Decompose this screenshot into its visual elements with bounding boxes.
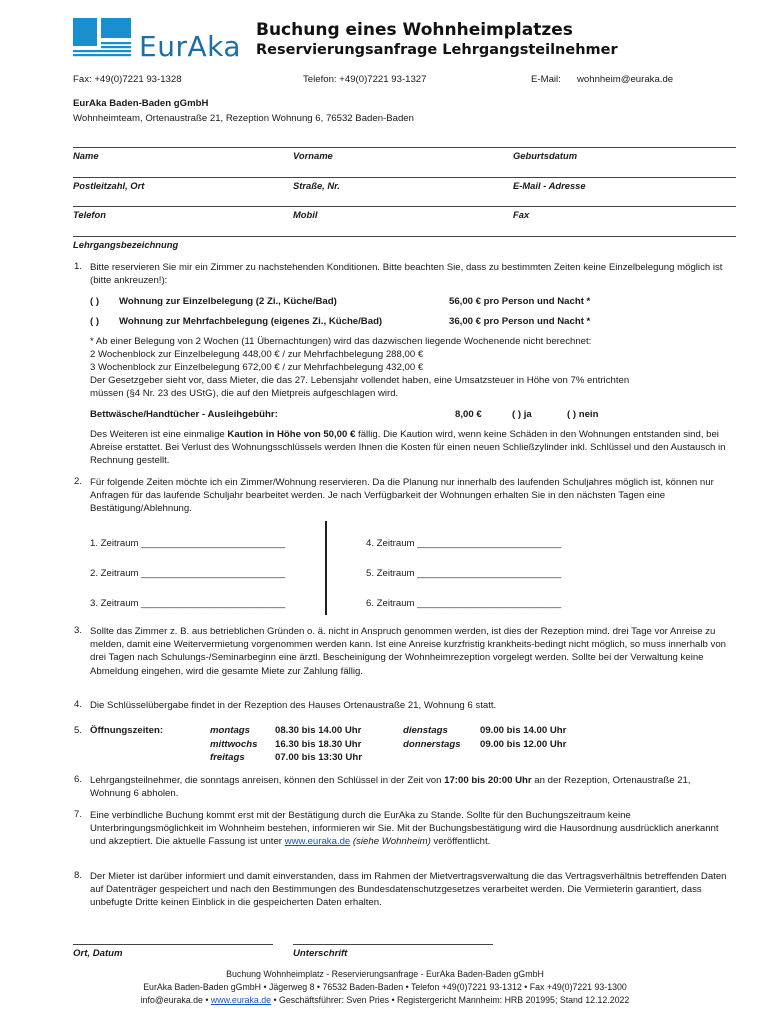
page-title: Buchung eines Wohnheimplatzes bbox=[256, 20, 573, 40]
euraka-website-link[interactable]: www.euraka.de bbox=[284, 836, 351, 848]
bettwaesche-price: 8,00 € bbox=[455, 409, 482, 420]
email-label: E-Mail: bbox=[531, 74, 561, 85]
email-address: wohnheim@euraka.de bbox=[577, 74, 674, 85]
section-6-number: 6. bbox=[74, 774, 83, 785]
section-2-number: 2. bbox=[74, 476, 83, 487]
field-email-label: E-Mail - Adresse bbox=[513, 180, 586, 191]
field-lehrgang-label: Lehrgangsbezeichnung bbox=[73, 239, 179, 250]
ort-datum-line[interactable] bbox=[73, 944, 273, 945]
section-2-text: Für folgende Zeiten möchte ich ein Zimmer/Wohnung reservieren. Da die Planung nur innerhalb des laufenden Schuljahres möglich ist, können nur Anfragen für das laufende Schuljahr bearbeitet werden. Je nach Verfügbarkeit der Wohnungen erhalten Sie in den nächsten Tagen eine Bestätigung/Ablehnung. bbox=[90, 477, 714, 515]
page-subtitle: Reservierungsanfrage Lehrgangsteilnehmer bbox=[256, 42, 618, 58]
opening-day: donnerstags bbox=[403, 739, 461, 750]
opening-time: 09.00 bis 14.00 Uhr bbox=[480, 725, 567, 736]
unterschrift-line[interactable] bbox=[293, 944, 493, 945]
zeitraum-3-field[interactable]: 3. Zeitraum ___________________________ bbox=[90, 598, 286, 609]
section-3-number: 3. bbox=[74, 625, 83, 636]
oeffnungszeiten-label: Öffnungszeiten: bbox=[90, 725, 164, 736]
section-6-text: Lehrgangsteilnehmer, die sonntags anreisen, können den Schlüssel in der Zeit von 17:00 bis 20:00 Uhr an der Rezeption, Ortenaustraße 21, Wohnung 6 abholen. bbox=[90, 775, 691, 800]
fax-number: Fax: +49(0)7221 93-1328 bbox=[73, 74, 182, 85]
ort-datum-label: Ort, Datum bbox=[73, 948, 123, 959]
footer-line-1: Buchung Wohnheimplatz - Reservierungsanfrage - EurAka Baden-Baden gGmbH bbox=[226, 969, 544, 979]
form-divider bbox=[73, 206, 736, 207]
field-strasse-label: Straße, Nr. bbox=[293, 180, 340, 191]
bettwaesche-ja-checkbox[interactable]: ( ) ja bbox=[512, 409, 532, 420]
section-1-intro: Bitte reservieren Sie mir ein Zimmer zu nachstehenden Konditionen. Bitte beachten Sie, dass zu bestimmten Zeiten keine Einzelbelegung möglich ist (bitte ankreuzen!): bbox=[90, 262, 723, 287]
section-5-number: 5. bbox=[74, 725, 83, 736]
euraka-logo-icon bbox=[73, 18, 131, 58]
checkbox-einzelbelegung[interactable]: ( ) bbox=[90, 296, 100, 307]
unterschrift-label: Unterschrift bbox=[293, 948, 348, 959]
field-vorname-label: Vorname bbox=[293, 150, 333, 161]
option-mehrfachbelegung-price: 36,00 € pro Person und Nacht * bbox=[449, 316, 591, 327]
opening-time: 08.30 bis 14.00 Uhr bbox=[275, 725, 362, 736]
opening-day: montags bbox=[210, 725, 250, 736]
opening-day: dienstags bbox=[403, 725, 448, 736]
field-plz-ort-label: Postleitzahl, Ort bbox=[73, 180, 145, 191]
price-note: Der Gesetzgeber sieht vor, dass Mieter, die das 27. Lebensjahr vollendet haben, eine Umsatzsteuer in Höhe von 7% entrichten bbox=[90, 375, 630, 386]
section-7-number: 7. bbox=[74, 809, 83, 820]
zeitraum-2-field[interactable]: 2. Zeitraum ___________________________ bbox=[90, 568, 286, 579]
company-name: EurAka Baden-Baden gGmbH bbox=[73, 98, 209, 109]
opening-day: mittwochs bbox=[210, 739, 258, 750]
opening-time: 16.30 bis 18.30 Uhr bbox=[275, 739, 362, 750]
price-note: 3 Wochenblock zur Einzelbelegung 672,00 € / zur Mehrfachbelegung 432,00 € bbox=[90, 362, 424, 373]
footer-line-3: info@euraka.de • www.euraka.de • Geschäftsführer: Sven Pries • Registergericht Mannheim: HRB 201995; Stand 12.12.2022 bbox=[140, 995, 630, 1005]
logo-wordmark: EurAka bbox=[139, 30, 241, 63]
price-note: 2 Wochenblock zur Einzelbelegung 448,00 € / zur Mehrfachbelegung 288,00 € bbox=[90, 349, 424, 360]
field-fax-label: Fax bbox=[513, 209, 530, 220]
section-4-text: Die Schlüsselübergabe findet in der Rezeption des Hauses Ortenaustraße 21, Wohnung 6 statt. bbox=[90, 700, 497, 711]
form-divider bbox=[73, 177, 736, 178]
field-name-label: Name bbox=[73, 150, 99, 161]
footer-website-link[interactable]: www.euraka.de bbox=[210, 995, 272, 1005]
section-7-text: Eine verbindliche Buchung kommt erst mit der Bestätigung durch die EurAka zu Stande. Sollte für den Buchungszeitraum keine Unterbringungsmöglichkeit im Wohnheim bestehen, informieren wir Sie. Mit der Buchungsbestätigung wird die Hausordnung ausdrücklich anerkannt und akzeptiert. Die aktuelle Fassung ist unter www.euraka.de (siehe Wohnheim) veröffentlicht. bbox=[90, 810, 719, 848]
opening-time: 07.00 bis 13:30 Uhr bbox=[275, 752, 362, 763]
kaution-text: Des Weiteren ist eine einmalige Kaution in Höhe von 50,00 € fällig. Die Kaution wird, wenn keine Schäden in den Wohnungen entstanden sind, bei Abreise erstattet. Bei Verlust des Wohnungsschlüssels werden Ihnen die Kosten für einen neuen Schließzylinder inkl. Schlüssel und den Austausch in Rechnung gestellt. bbox=[90, 429, 726, 467]
field-telefon-label: Telefon bbox=[73, 209, 106, 220]
footer-line-2: EurAka Baden-Baden gGmbH • Jägerweg 8 • 76532 Baden-Baden • Telefon +49(0)7221 93-1312 • Fax +49(0)7221 93-1300 bbox=[143, 982, 627, 992]
price-note: * Ab einer Belegung von 2 Wochen (11 Übernachtungen) wird das dazwischen liegende Wochenende nicht berechnet: bbox=[90, 336, 592, 347]
option-einzelbelegung-label: Wohnung zur Einzelbelegung (2 Zi., Küche/Bad) bbox=[119, 296, 337, 307]
zeitraum-divider bbox=[325, 521, 327, 615]
section-4-number: 4. bbox=[74, 699, 83, 710]
company-address: Wohnheimteam, Ortenaustraße 21, Rezeption Wohnung 6, 76532 Baden-Baden bbox=[73, 113, 414, 124]
price-note: müssen (§4 Nr. 23 des UStG), die auf den Mietpreis aufgeschlagen wird. bbox=[90, 388, 399, 399]
option-einzelbelegung-price: 56,00 € pro Person und Nacht * bbox=[449, 296, 591, 307]
field-mobil-label: Mobil bbox=[293, 209, 318, 220]
opening-day: freitags bbox=[210, 752, 245, 763]
zeitraum-4-field[interactable]: 4. Zeitraum ___________________________ bbox=[366, 538, 562, 549]
bettwaesche-label: Bettwäsche/Handtücher - Ausleihgebühr: bbox=[90, 409, 278, 420]
field-geburtsdatum-label: Geburtsdatum bbox=[513, 150, 578, 161]
opening-time: 09.00 bis 12.00 Uhr bbox=[480, 739, 567, 750]
section-3-text: Sollte das Zimmer z. B. aus betrieblichen Gründen o. ä. nicht in Anspruch genommen werden, ist dies der Rezeption mind. drei Tage vor Anreise zu melden, damit eine Weitervermietung vorgenommen werden kann. Ist eine Anreise kurzfristig krankheits-bedingt nicht möglich, so muss innerhalb von drei Tagen nach Schulungs-/Seminarbeginn eine ärztl. Bescheinigung der Wohnheimrezeption vorgelegt werden. Sollte bei der Verwaltung keine Abmeldung eingehen, wird die gesamte Miete zur Zahlung fällig. bbox=[90, 626, 726, 677]
section-1-number: 1. bbox=[74, 261, 83, 272]
zeitraum-6-field[interactable]: 6. Zeitraum ___________________________ bbox=[366, 598, 562, 609]
form-divider bbox=[73, 147, 736, 148]
bettwaesche-nein-checkbox[interactable]: ( ) nein bbox=[567, 409, 599, 420]
checkbox-mehrfachbelegung[interactable]: ( ) bbox=[90, 316, 100, 327]
section-8-text: Der Mieter ist darüber informiert und damit einverstanden, dass im Rahmen der Mietvertragsverwaltung die das Vertragsverhältnis betreffenden Daten auf Datenträger gespeichert und nach den Bestimmungen des Bundesdatenschutzgesetzes verarbeitet werden. Die Vermieterin garantiert, dass unbefugte Dritte keinen Einblick in die gespeicherten Daten erhalten. bbox=[90, 871, 727, 909]
phone-number: Telefon: +49(0)7221 93-1327 bbox=[303, 74, 427, 85]
zeitraum-5-field[interactable]: 5. Zeitraum ___________________________ bbox=[366, 568, 562, 579]
option-mehrfachbelegung-label: Wohnung zur Mehrfachbelegung (eigenes Zi., Küche/Bad) bbox=[119, 316, 383, 327]
zeitraum-1-field[interactable]: 1. Zeitraum ___________________________ bbox=[90, 538, 286, 549]
form-divider bbox=[73, 236, 736, 237]
section-8-number: 8. bbox=[74, 870, 83, 881]
